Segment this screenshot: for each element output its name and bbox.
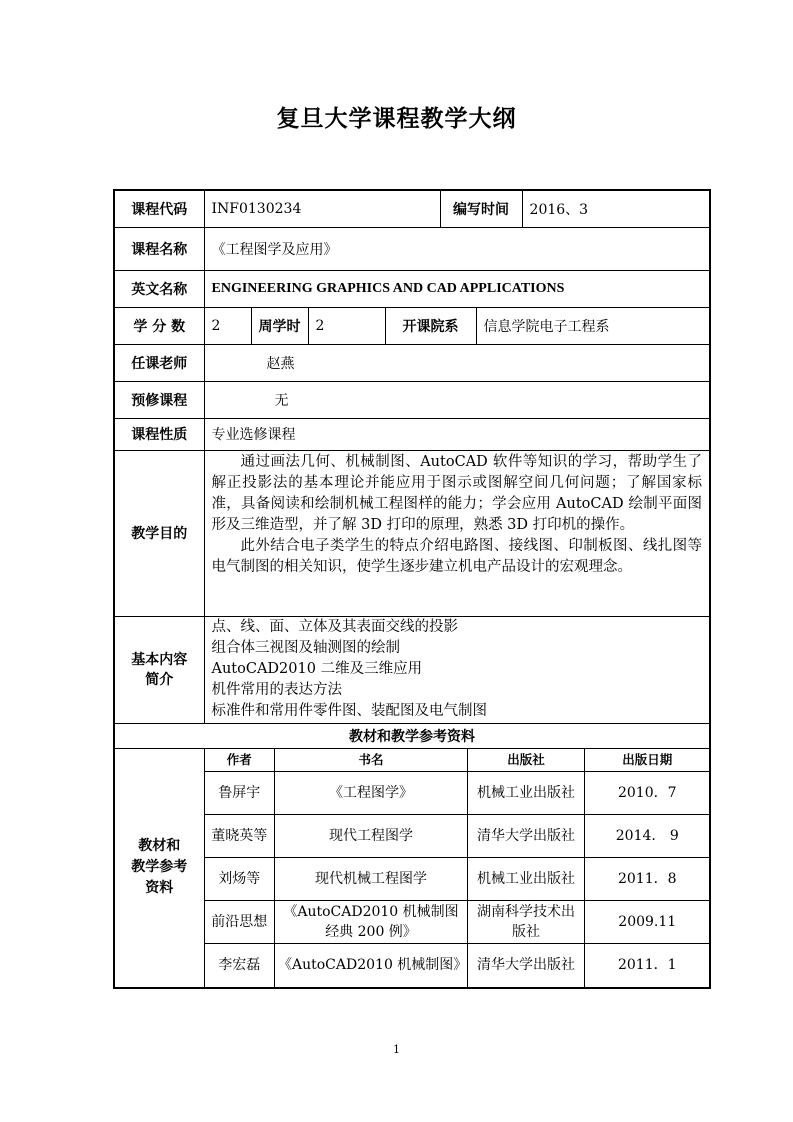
written-time-value: 2016、3	[522, 190, 710, 227]
ref-book: 《工程图学》	[275, 772, 468, 815]
table-row	[205, 858, 710, 901]
content-line: 组合体三视图及轴测图的绘制	[211, 640, 400, 656]
materials-label: 教材和 教学参考 资料	[114, 748, 204, 988]
ref-author: 刘炀等	[205, 858, 275, 901]
ref-date: 2009.11	[585, 901, 710, 944]
table-row	[205, 772, 710, 815]
ref-book: 《AutoCAD2010 机械制图经典 200 例》	[275, 901, 468, 944]
page-title: 复旦大学课程教学大纲	[276, 106, 517, 132]
teacher-value: 赵燕	[204, 344, 710, 381]
department-value: 信息学院电子工程系	[476, 307, 710, 344]
syllabus-table	[113, 189, 711, 989]
ref-book: 现代工程图学	[275, 815, 468, 858]
objective-paragraph-2: 此外结合电子类学生的特点介绍电路图、接线图、印制板图、线扎图等电气制图的相关知识，使学生逐步建立机电产品设计的宏观理念。	[211, 537, 703, 575]
materials-section-header: 教材和教学参考资料	[114, 723, 710, 748]
table-row	[205, 815, 710, 858]
ref-book: 《AutoCAD2010 机械制图》	[275, 944, 468, 987]
references-table	[205, 749, 710, 987]
course-code-value: INF0130234	[204, 190, 440, 227]
ref-header-book: 书名	[275, 749, 468, 772]
ref-publisher: 机械工业出版社	[468, 858, 585, 901]
ref-author: 董晓英等	[205, 815, 275, 858]
prerequisite-label: 预修课程	[114, 381, 204, 418]
ref-publisher: 机械工业出版社	[468, 772, 585, 815]
ref-date: 2011．1	[585, 944, 710, 987]
nature-label: 课程性质	[114, 418, 204, 450]
nature-value: 专业选修课程	[204, 418, 710, 450]
credits-label: 学 分 数	[114, 307, 204, 344]
ref-publisher: 清华大学出版社	[468, 815, 585, 858]
table-row	[205, 901, 710, 944]
credits-value: 2	[204, 307, 251, 344]
weekly-hours-value: 2	[308, 307, 385, 344]
ref-date: 2010．7	[585, 772, 710, 815]
ref-publisher: 湖南科学技术出版社	[468, 901, 585, 944]
content-line: 标准件和常用件零件图、装配图及电气制图	[211, 703, 487, 719]
written-time-label: 编写时间	[440, 190, 522, 227]
course-name-label: 课程名称	[114, 227, 204, 270]
objective-paragraph-1: 通过画法几何、机械制图、AutoCAD 软件等知识的学习，帮助学生了解正投影法的基本理论并能应用于图示或图解空间几何问题；了解国家标准，具备阅读和绘制机械工程图样的能力；学会应用 AutoCAD 绘制平面图形及三维造型，并了解 3D 打印的原理，熟悉 3D 打印机的操作。	[211, 453, 703, 533]
weekly-hours-label: 周学时	[251, 307, 308, 344]
content-intro-label: 基本内容 简介	[114, 616, 204, 723]
ref-header-date: 出版日期	[585, 749, 710, 772]
ref-author: 鲁屏宇	[205, 772, 275, 815]
english-name-label: 英文名称	[114, 270, 204, 307]
content-intro-text	[204, 616, 710, 723]
ref-author: 前沿思想	[205, 901, 275, 944]
course-code-label: 课程代码	[114, 190, 204, 227]
english-name-value: ENGINEERING GRAPHICS AND CAD APPLICATIONS	[204, 270, 710, 307]
teacher-label: 任课老师	[114, 344, 204, 381]
course-name-value: 《工程图学及应用》	[204, 227, 710, 270]
prerequisite-value: 无	[204, 381, 710, 418]
department-label: 开课院系	[385, 307, 476, 344]
content-line: 机件常用的表达方法	[211, 682, 342, 698]
ref-header-author: 作者	[205, 749, 275, 772]
ref-date: 2014. 9	[585, 815, 710, 858]
ref-author: 李宏磊	[205, 944, 275, 987]
ref-header-publisher: 出版社	[468, 749, 585, 772]
objective-label: 教学目的	[114, 450, 204, 616]
content-line: AutoCAD2010 二维及三维应用	[211, 661, 423, 677]
ref-publisher: 清华大学出版社	[468, 944, 585, 987]
ref-book: 现代机械工程图学	[275, 858, 468, 901]
objective-text	[204, 450, 710, 616]
ref-date: 2011．8	[585, 858, 710, 901]
table-row	[205, 944, 710, 987]
page-number: 1	[393, 1043, 400, 1056]
references-cell	[204, 748, 710, 988]
content-line: 点、线、面、立体及其表面交线的投影	[211, 619, 458, 635]
